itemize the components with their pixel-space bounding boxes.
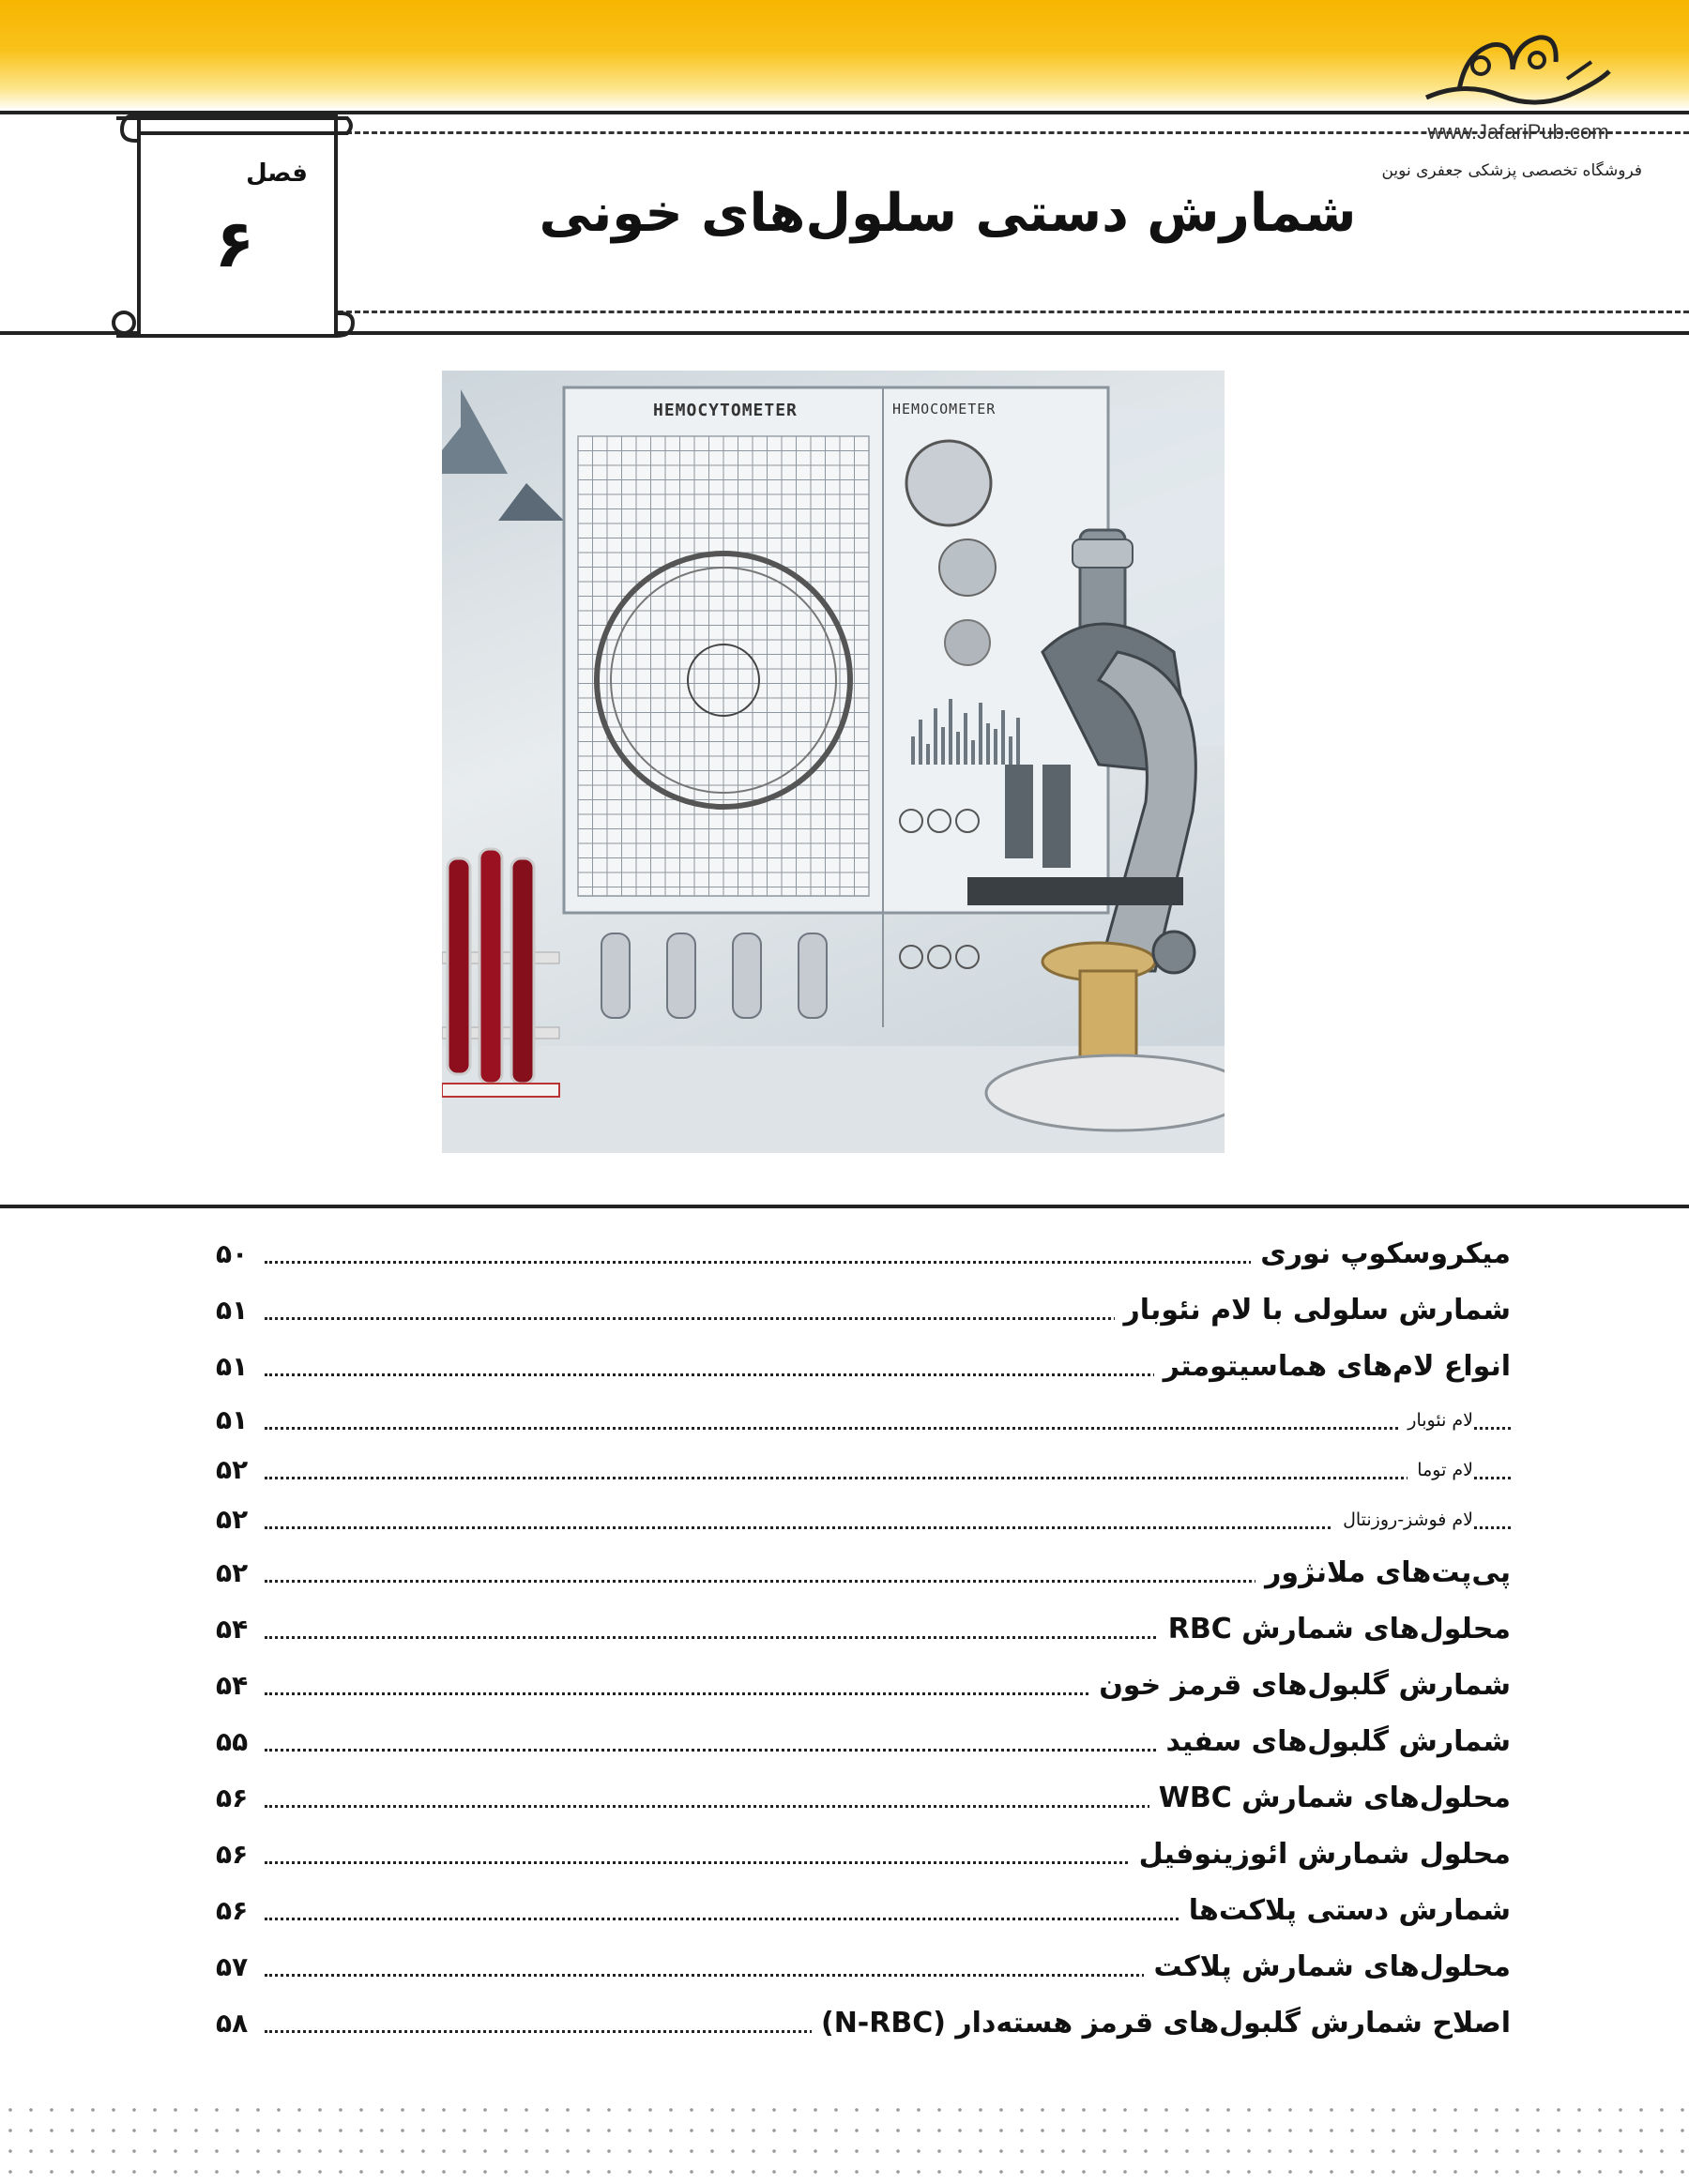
- toc-entry-title: محلول‌های شمارش RBC: [1159, 1606, 1511, 1653]
- figure-label-right: HEMOCOMETER: [892, 401, 997, 417]
- toc-entry-page: ۵۱: [216, 1295, 249, 1326]
- toc-entry[interactable]: [216, 1606, 1511, 1653]
- toc-entry-title: لام نئوبار: [1398, 1397, 1473, 1444]
- toc-entry-title: شمارش گلبول‌های سفید: [1157, 1719, 1511, 1766]
- toc-entry-title: لام فوشز-روزنتال: [1333, 1496, 1473, 1543]
- header-dashed-bottom: [338, 311, 1689, 313]
- toc-entry-page: ۵۵: [216, 1726, 249, 1757]
- toc-entry-title: محلول‌های شمارش WBC: [1149, 1775, 1511, 1822]
- toc-entry[interactable]: [216, 1662, 1511, 1709]
- footer-dot-pattern: [0, 2100, 1689, 2184]
- toc-entry-page: ۵۶: [216, 1895, 249, 1926]
- chapter-number: ۶: [214, 205, 255, 282]
- publisher-name: فروشگاه تخصصی پزشکی جعفری نوین: [1381, 161, 1642, 180]
- publisher-url[interactable]: www.JafariPub.com: [1427, 120, 1609, 144]
- hemocytometer-illustration: [442, 371, 1225, 1153]
- toc-entry-page: ۵۱: [216, 1351, 249, 1382]
- toc-entry-title: محلول‌های شمارش پلاکت: [1144, 1944, 1511, 1991]
- toc-entry[interactable]: [216, 1775, 1511, 1822]
- toc-entry-title: انواع لام‌های هماسیتومتر: [1154, 1343, 1511, 1390]
- toc-entry-page: ۵۲: [216, 1557, 249, 1588]
- toc-entry[interactable]: [216, 1447, 1511, 1494]
- figure-label-left: HEMOCYTOMETER: [653, 401, 798, 420]
- toc-entry-title: پی‌پت‌های ملانژور: [1255, 1550, 1511, 1597]
- toc-entry-page: ۵۷: [216, 1951, 249, 1982]
- lab-scene-image: [442, 371, 1225, 1153]
- toc-leader-dots: [265, 1526, 1511, 1529]
- section-divider: [0, 1205, 1689, 1208]
- chapter-label: فصل: [246, 159, 308, 188]
- toc-entry[interactable]: [216, 1496, 1511, 1543]
- toc-entry-title: اصلاح شمارش گلبول‌های قرمز هسته‌دار (N-RBC): [812, 2000, 1511, 2047]
- toc-entry[interactable]: [216, 1888, 1511, 1934]
- toc-entry-page: ۵۲: [216, 1504, 249, 1535]
- toc-entry-page: ۵۶: [216, 1782, 249, 1813]
- toc-entry-title: شمارش سلولی با لام نئوبار: [1115, 1287, 1511, 1334]
- toc-entry-title: محلول شمارش ائوزینوفیل: [1130, 1831, 1511, 1878]
- toc-entry[interactable]: [216, 1231, 1511, 1278]
- toc-entry-title: شمارش گلبول‌های قرمز خون: [1089, 1662, 1511, 1709]
- toc-entry[interactable]: [216, 1550, 1511, 1597]
- header-dashed-top: [338, 131, 1689, 134]
- toc-entry[interactable]: [216, 2000, 1511, 2047]
- toc-leader-dots: [265, 1427, 1511, 1430]
- toc-entry-page: ۵۰: [216, 1238, 249, 1269]
- toc-entry-title: میکروسکوپ نوری: [1251, 1231, 1511, 1278]
- toc-entry-page: ۵۴: [216, 1670, 249, 1701]
- toc-entry-page: ۵۲: [216, 1454, 249, 1485]
- toc-entry[interactable]: [216, 1397, 1511, 1444]
- toc-entry-page: ۵۶: [216, 1839, 249, 1870]
- toc-entry[interactable]: [216, 1287, 1511, 1334]
- toc-entry-title: لام توما: [1408, 1447, 1473, 1494]
- toc-entry[interactable]: [216, 1343, 1511, 1390]
- toc-entry-page: ۵۱: [216, 1404, 249, 1435]
- toc-entry[interactable]: [216, 1944, 1511, 1991]
- toc-entry-page: ۵۸: [216, 2008, 249, 2039]
- toc-leader-dots: [265, 1477, 1511, 1479]
- toc-entry[interactable]: [216, 1719, 1511, 1766]
- chapter-title: شمارش دستی سلول‌های خونی: [539, 183, 1357, 244]
- toc-entry[interactable]: [216, 1831, 1511, 1878]
- toc-entry-title: شمارش دستی پلاکت‌ها: [1179, 1888, 1511, 1934]
- toc-entry-page: ۵۴: [216, 1614, 249, 1645]
